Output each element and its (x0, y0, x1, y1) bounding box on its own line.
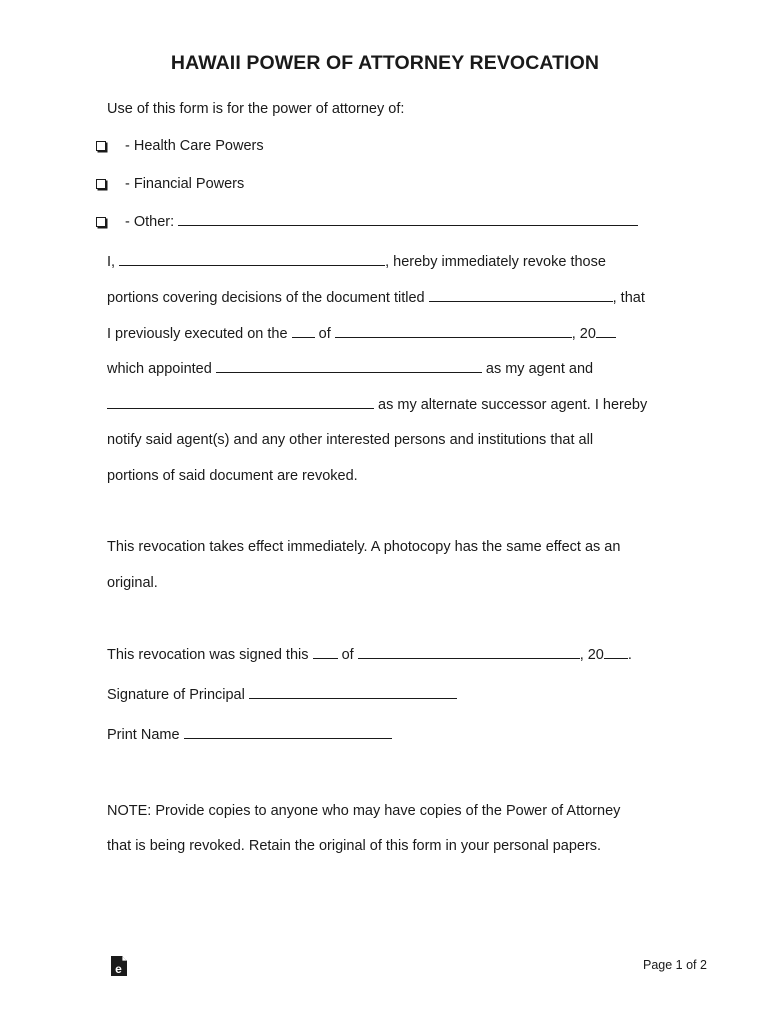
body-line4-end: as my agent and (485, 361, 594, 377)
body-line2-start: portions covering decisions of the document titled (107, 290, 425, 306)
agent-name-blank[interactable] (216, 359, 482, 373)
signed-day-blank[interactable] (313, 645, 338, 659)
other-label: - Other: (125, 214, 175, 230)
signature-label: Signature of Principal (107, 687, 245, 703)
body-line1-end: , hereby immediately revoke those (385, 254, 606, 270)
signed-year-blank[interactable] (604, 645, 628, 659)
body-line5: as my alternate successor agent. I hereby (378, 397, 648, 413)
body-line3-of: of (318, 326, 331, 342)
signed-of: of (341, 647, 354, 663)
body-line1-start: I, (107, 254, 116, 270)
note-line1: NOTE: Provide copies to anyone who may have copies of the Power of Attorney (107, 803, 621, 819)
executed-day-blank[interactable] (292, 324, 315, 338)
signed-period: . (627, 647, 632, 663)
body-line6: notify said agent(s) and any other interested persons and institutions that all (107, 432, 594, 448)
page-number: Page 1 of 2 (643, 958, 707, 972)
other-blank[interactable] (178, 212, 638, 226)
effect-line1: This revocation takes effect immediately. A photocopy has the same effect as an (107, 539, 621, 555)
page-title: HAWAII POWER OF ATTORNEY REVOCATION (170, 52, 600, 74)
health-care-label: - Health Care Powers (125, 138, 264, 154)
body-line3-start: I previously executed on the (107, 326, 288, 342)
executed-year-blank[interactable] (596, 324, 616, 338)
eforms-logo-icon (110, 955, 128, 977)
executed-month-blank[interactable] (335, 324, 572, 338)
signature-blank[interactable] (249, 685, 457, 699)
body-line2-end: , that (612, 290, 645, 306)
body-line7: portions of said document are revoked. (107, 468, 358, 484)
successor-agent-blank[interactable] (107, 395, 374, 409)
note-line2: that is being revoked. Retain the original of this form in your personal papers. (107, 838, 602, 854)
intro-text: Use of this form is for the power of attorney of: (107, 101, 405, 117)
signed-month-blank[interactable] (358, 645, 580, 659)
document-title-blank[interactable] (429, 288, 613, 302)
principal-name-blank[interactable] (119, 252, 385, 266)
effect-line2: original. (107, 575, 158, 591)
svg-text:e: e (115, 962, 122, 976)
body-line4-start: which appointed (107, 361, 212, 377)
financial-checkbox[interactable] (96, 179, 106, 189)
print-name-blank[interactable] (184, 725, 392, 739)
signed-year-prefix: , 20 (579, 647, 604, 663)
health-care-checkbox[interactable] (96, 141, 106, 151)
other-checkbox[interactable] (96, 217, 106, 227)
signed-text: This revocation was signed this (107, 647, 309, 663)
financial-label: - Financial Powers (125, 176, 245, 192)
print-name-label: Print Name (107, 727, 180, 743)
body-line3-year: , 20 (571, 326, 596, 342)
